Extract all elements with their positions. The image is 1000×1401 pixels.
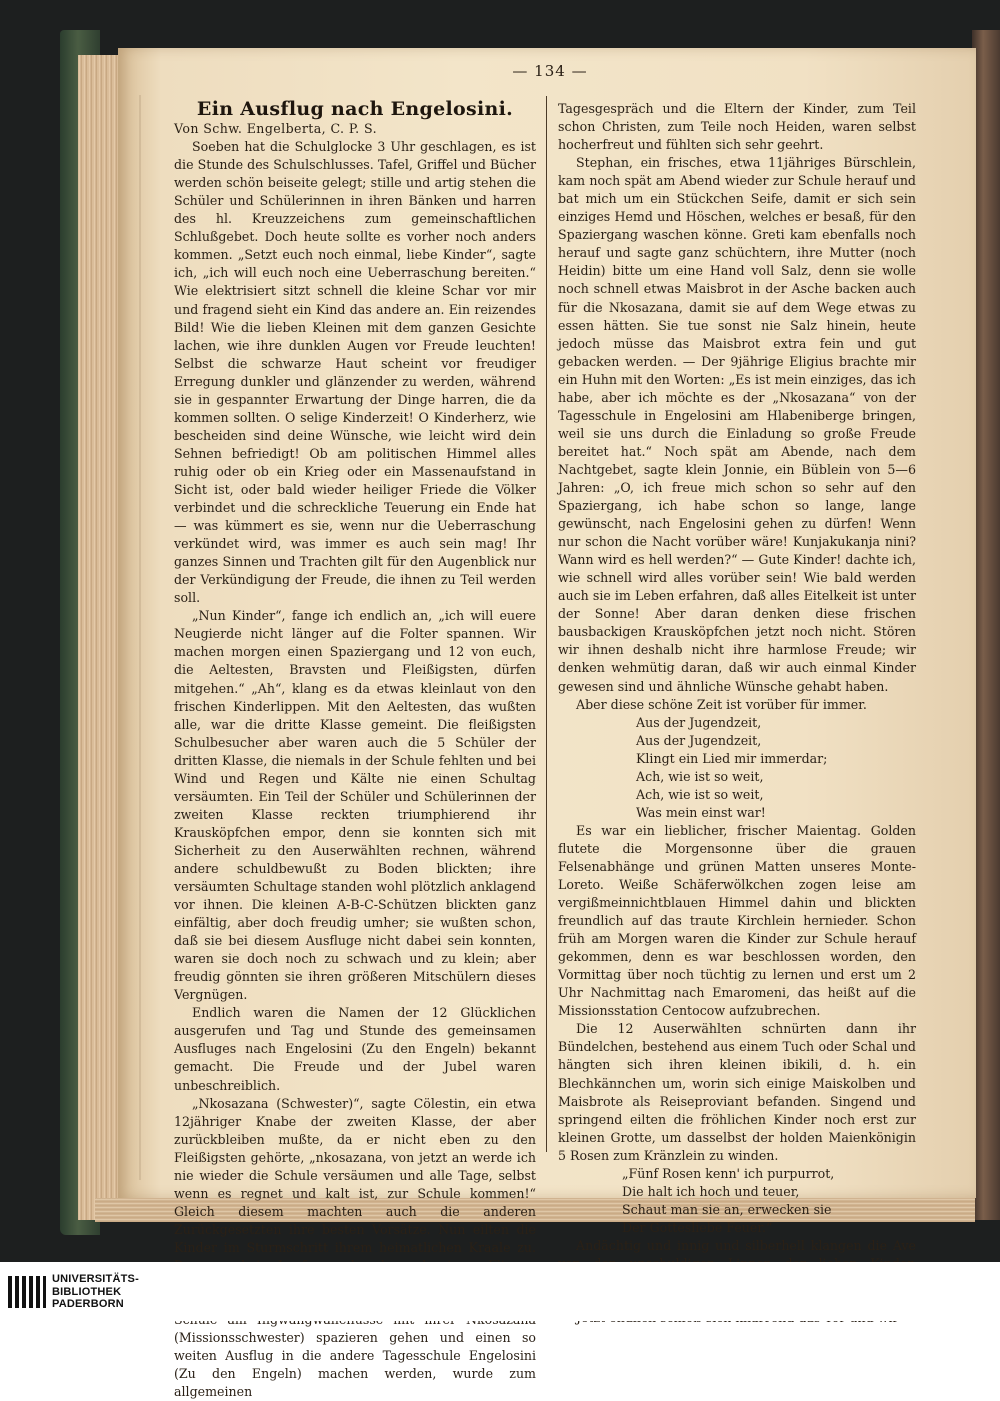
verse-line: Aus der Jugendzeit, — [636, 732, 762, 748]
paragraph: (Missionsschwester) spazieren gehen und einen so weiten Ausflug in die andere Tagesschule Engelosini (Zu den Engeln) machen werden, wurde zum allgemeinen — [174, 1330, 536, 1400]
article-byline: Von Schw. Engelberta, C. P. S. — [174, 121, 377, 137]
left-column — [174, 100, 536, 1401]
paragraph: Aber diese schöne Zeit ist vorüber für immer. — [576, 696, 867, 712]
page-number: — 134 — — [512, 62, 588, 80]
verse-line: Schaut man sie an, erwecken sie — [622, 1201, 832, 1217]
paragraph: Die 12 Auserwählten schnürten dann ihr Bündelchen, bestehend aus einem Tuch oder Schal und hängten sich ihren kleinen ibikili, d. h. ein Blechkännchen um, worin sich einige Maiskolben und Maisbrote als Reiseproviant befanden. Singend und springend eilten die fröhlichen Kinder noch erst zur kleinen Grotte, um dasselbst der holden Maienkönigin 5 Rosen zum Kränzlein zu winden. — [558, 1021, 916, 1163]
gutter-shadow — [139, 95, 141, 1180]
logo-line: PADERBORN — [52, 1298, 124, 1310]
right-column — [558, 100, 916, 1327]
logo-line: BIBLIOTHEK — [52, 1285, 122, 1298]
verse-line: „Fünf Rosen kenn' ich purpurrot, — [622, 1165, 835, 1181]
paragraph: Stephan, ein frisches, etwa 11jähriges Bürschlein, kam noch spät am Abend wieder zur Schule herauf und bat mich um ein Stückchen Seife, damit er sich sein einziges Hemd und Höschen, welches er besaß, für den Spaziergang waschen könne. Greti kam ebenfalls noch herauf und sagte ganz schüchtern, ihre Mutter (noch Heidin) bitte um eine Hand voll Salz, denn sie wolle noch schnell etwas Maisbrot in der Asche backen auch für die Nkosazana, damit sie auf dem Wege etwas zu essen hätten. Sie tue sonst nie Salz hinein, heute jedoch müsse das Maisbrot extra fein und gut gebacken werden. — Der 9jährige Eligius brachte mir ein Huhn mit den Worten: „Es ist mein einziges, das ich habe, aber ich möchte es der „Nkosazana“ von der Tagesschule in Engelosini am Hlabeniberge bringen, weil sie uns durch die Einladung so große Freude bereitet hat.“ Noch spät am Abende, nach dem Nachtgebet, sagte klein Jonnie, ein Büblein von 5—6 Jahren: „O, ich freue mich schon so sehr auf den Spaziergang, ich habe schon so lange, lange gewünscht, nach Engelosini gehen zu dürfen! Wenn nur schon die Nacht vorüber wäre! Kunjakukanja nini? Wann wird es hell werden?“ — Gute Kinder! dachte ich, wie schnell wird alles vorüber sein! Wie bald werden auch sie im Leben erfahren, daß alles Eitelkeit ist unter der Sonne! Aber daran denken diese frischen bausbackigen Krausköpfchen jetzt noch nicht. Stören wir ihnen deshalb nicht ihre harmlose Freude; wir denken wehmütig daran, daß wir auch einmal Kinder gewesen sind und ähnliche Wünsche gehabt haben. — [558, 155, 916, 694]
page-edges-left — [78, 55, 118, 1220]
column-divider — [546, 96, 547, 1152]
verse-line: Was mein einst war! — [636, 804, 766, 820]
paragraph: „Nkosazana (Schwester)“, sagte Cölestin, ein etwa 12jähriger Knabe der zweiten Klasse, der aber zurückbleiben mußte, da er nicht eben zu den Fleißigsten gehörte, „nkosazana, von jetzt an werde ich nie wieder die Schule versäumen und alle Tage, selbst wenn es regnet und kalt ist, zur Schule kommen!“ Gleich diesem machten auch die anderen Zurückgesetzten ihre besten Vorsätze. Nun eilten die Kinder im Sturmschritt ihrem heimatlichen Kraale zu. — [174, 1095, 536, 1255]
verse-line: Klingt ein Lied mir immerdar; — [636, 750, 828, 766]
paragraph: Es war ein lieblicher, frischer Maientag. Golden flutete die Morgensonne über die grauen Felsenabhänge und grünen Matten unseres Monte-Loreto. Weiße Schäferwölkchen zogen leise am vergißmeinnichtblauen Himmel dahin und blickten freundlich auf das traute Kirchlein hernieder. Schon früh am Morgen waren die Kinder zur Schule herauf gekommen, denn es war beschlossen worden, den Vormittag über noch tüchtig zu lernen und erst um 2 Uhr Nachmittag nach Emaromeni, das heißt auf die Missionsstation Centocow aufzubrechen. — [558, 822, 916, 1019]
verse-block — [558, 1165, 916, 1237]
logo-line: UNIVERSITÄTS- — [52, 1273, 139, 1285]
verse-block — [558, 714, 916, 822]
paragraph: Endlich waren die Namen der 12 Glücklichen ausgerufen und Tag und Stunde des gemeinsamen Ausfluges nach Engelosini (Zu den Engeln) bekannt gemacht. Die Freude und der Jubel waren unbeschreiblich. — [174, 1005, 536, 1093]
verse-line: Die halt ich hoch und teuer, — [622, 1183, 800, 1199]
paragraph: Soeben hat die Schulglocke 3 Uhr geschlagen, es ist die Stunde des Schulschlusses. Tafel, Griffel und Bücher werden schön beiseite gelegt; stille und artig stehen die Schüler und Schülerinnen in ihren Bänken und harren des hl. Kreuzzeichens zum gemeinschaftlichen Schlußgebet. Doch heute sollte es vorher noch anders kommen. „Setzt euch noch einmal, liebe Kinder“, sagte ich, „ich will euch noch eine Ueberraschung bereiten.“ Wie elektrisiert sitzt schnell die kleine Schar vor mir und fragend sieht ein Kind das andere an. Ein reizendes Bild! Wie die lieben Kleinen mit dem ganzen Gesichte lachen, wie ihre dunklen Augen vor Freude leuchten! Selbst die schwarze Haut scheint vor freudiger Erregung dunkler und glänzender zu werden, während sie in gespannter Erwartung der Dinge harren, die da kommen sollten. O selige Kinderzeit! O Kinderherz, wie bescheiden sind deine Wünsche, wie leicht wird dein Sehnen befriedigt! Ob am politischen Himmel alles ruhig oder ob ein Krieg oder ein Massenaufstand in Sicht ist, oder bald wieder heiliger Friede die Völker verbindet und die schreckliche Teuerung ein Ende hat — was kümmert es sie, wenn nur die Ueberraschung verkündet wird, was immer es auch sein mag! Ihr ganzes Sinnen und Trachten gilt für den Augenblick nur der Verkündigung der Freude, die ihnen zu Teil werden soll. — [174, 139, 536, 606]
library-logo-text — [52, 1273, 139, 1311]
verse-line: Der Gottesliebe Feuer.“ — [622, 1219, 773, 1235]
paragraph: Andächtig und innig und silberhell klangen die Ave — [576, 1237, 916, 1253]
library-logo-icon — [6, 1272, 48, 1312]
article-title: Ein Ausflug nach Engelosini. — [196, 98, 514, 120]
verse-line: Aus der Jugendzeit, — [636, 714, 762, 730]
paragraph: „Nun Kinder“, fange ich endlich an, „ich will euere Neugierde nicht länger auf die Folter spannen. Wir machen morgen einen Spaziergang und 12 von euch, die Aeltesten, Bravsten und Fleißigsten, dürfen mitgehen.“ „Ah“, klang es da etwas kleinlaut von den frischen Kinderlippen. Mit den Aeltesten, das wußten alle, war die dritte Klasse gemeint. Die fleißigsten Schulbesucher aber waren auch die 5 Schüler der dritten Klasse, die niemals in der Schule fehlten und bei Wind und Regen und Kälte nie einen Schultag versäumten. Ein Teil der Schüler und Schülerinnen der zweiten Klasse reckten triumphierend ihr Krausköpfchen empor, denn sie konnten sich mit Sicherheit zu den Auserwählten rechnen, während andere schuldbewußt zu Boden blickten; ihre versäumten Schultage standen wohl plötzlich anklagend vor ihnen. Die kleinen A-B-C-Schützen blickten ganz einfältig, aber doch freudig umher; sie wußten schon, daß sie bei diesem Ausfluge nicht dabei sein konnten, waren sie doch noch zu schwach und zu klein; aber freudig gönnten sie ihren größeren Mitschülern dieses Vergnügen. — [174, 608, 536, 1003]
verse-line: Ach, wie ist so weit, — [636, 768, 764, 784]
verse-line: Ach, wie ist so weit, — [636, 786, 764, 802]
footer-bar — [0, 1262, 1000, 1321]
paragraph: Tagesgespräch und die Eltern der Kinder, zum Teil schon Christen, zum Teile noch Heiden, waren selbst hocherfreut und fühlten sich sehr geehrt. — [558, 101, 916, 153]
book-cover-right — [972, 30, 1000, 1220]
